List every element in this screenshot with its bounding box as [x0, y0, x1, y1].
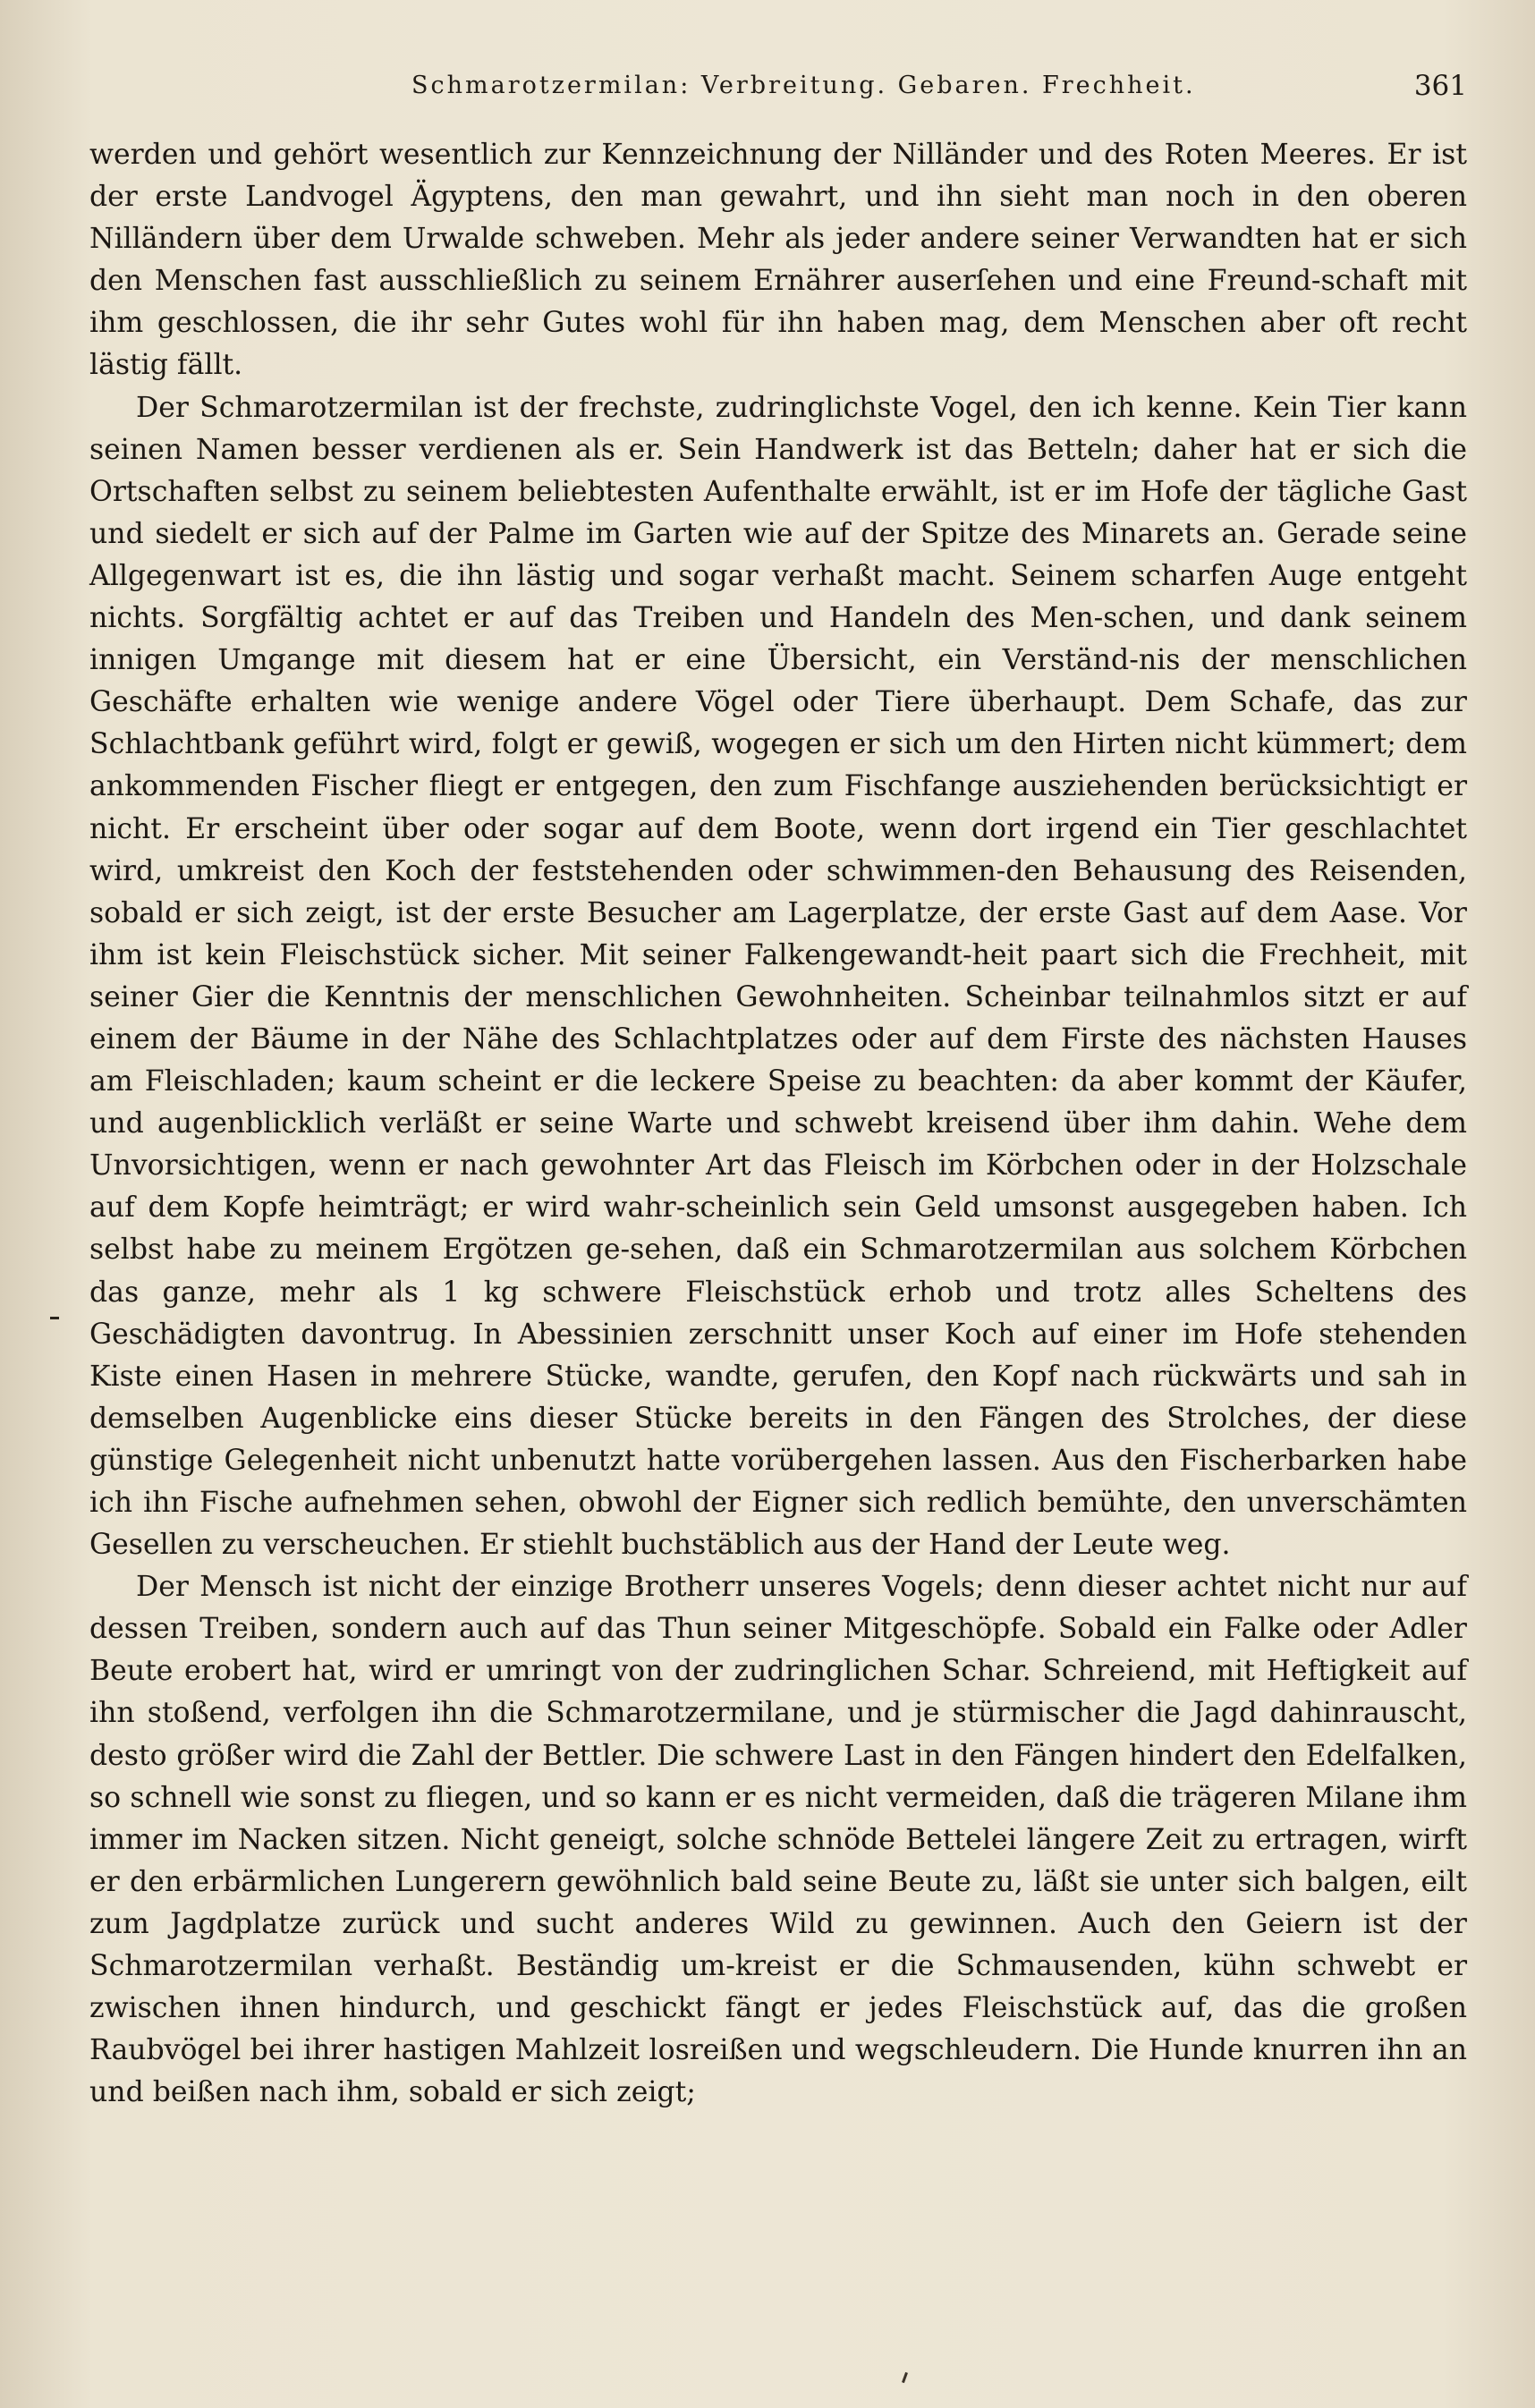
margin-mark [50, 1317, 59, 1319]
paragraph-frechheit: Der Schmarotzermilan ist der frechste, zudringlichste Vogel, den ich kenne. Kein Tier kann seinen Namen besser verdienen als er. Sein Handwerk ist das Betteln; daher hat er sich die Ortschaften selbst zu seinem beliebtesten Aufenthalte erwählt, ist er im Hofe der tägliche Gast und siedelt er sich auf der Palme im Garten wie auf der Spitze des Minarets an. Gerade seine Allgegenwart ist es, die ihn lästig und sogar verhaßt macht. Seinem scharfen Auge entgeht nichts. Sorgfältig achtet er auf das Treiben und Handeln des Men-schen, und dank seinem innigen Umgange mit diesem hat er eine Übersicht, ein Verständ-nis der menschlichen Geschäfte erhalten wie wenige andere Vögel oder Tiere überhaupt. Dem Schafe, das zur Schlachtbank geführt wird, folgt er gewiß, wogegen er sich um den Hirten nicht kümmert; dem ankommenden Fischer fliegt er entgegen, den zum Fischfange ausziehenden berücksichtigt er nicht. Er erscheint über oder sogar auf dem Boote, wenn dort irgend ein Tier geschlachtet wird, umkreist den Koch der feststehenden oder schwimmen-den Behausung des Reisenden, sobald er sich zeigt, ist der erste Besucher am Lagerplatze, der erste Gast auf dem Aase. Vor ihm ist kein Fleischstück sicher. Mit seiner Falkengewandt-heit paart sich die Frechheit, mit seiner Gier die Kenntnis der menschlichen Gewohnheiten. Scheinbar teilnahmlos sitzt er auf einem der Bäume in der Nähe des Schlachtplatzes oder auf dem Firste des nächsten Hauses am Fleischladen; kaum scheint er die leckere Speise zu beachten: da aber kommt der Käufer, und augenblicklich verläßt er seine Warte und schwebt kreisend über ihm dahin. Wehe dem Unvorsichtigen, wenn er nach gewohnter Art das Fleisch im Körbchen oder in der Holzschale auf dem Kopfe heimträgt; er wird wahr-scheinlich sein Geld umsonst ausgegeben haben. Ich selbst habe zu meinem Ergötzen ge-sehen, daß ein Schmarotzermilan aus solchem Körbchen das ganze, mehr als 1 kg schwere Fleischstück erhob und trotz alles Scheltens des Geschädigten davontrug. In Abessinien zerschnitt unser Koch auf einer im Hofe stehenden Kiste einen Hasen in mehrere Stücke, wandte, gerufen, den Kopf nach rückwärts und sah in demselben Augenblicke eins dieser Stücke bereits in den Fängen des Strolches, der diese günstige Gelegenheit nicht unbenutzt hatte vorübergehen lassen. Aus den Fischerbarken habe ich ihn Fische aufnehmen sehen, obwohl der Eigner sich redlich bemühte, den unverschämten Gesellen zu verscheuchen. Er stiehlt buchstäblich aus der Hand der Leute weg. [89, 391, 1467, 1562]
body-text [89, 134, 1467, 2114]
running-head: Schmarotzermilan: Verbreitung. Gebaren. Frechheit. [411, 72, 1196, 99]
page-header [89, 66, 1467, 113]
paragraph-continuation: werden und gehört wesentlich zur Kennzeichnung der Nilländer und des Roten Meeres. Er ist der erste Landvogel Ägyptens, den man gewahrt, und ihn sieht man noch in den oberen Nilländern über dem Urwalde schweben. Mehr als jeder andere seiner Verwandten hat er sich den Menschen fast ausschließlich zu seinem Ernährer auserſehen und eine Freund-schaft mit ihm geschlossen, die ihr sehr Gutes wohl für ihn haben mag, dem Menschen aber oft recht lästig fällt. [89, 139, 1467, 382]
print-speck [902, 2372, 908, 2383]
paragraph-brotherr: Der Mensch ist nicht der einzige Brotherr unseres Vogels; denn dieser achtet nicht nur auf dessen Treiben, sondern auch auf das Thun seiner Mitgeschöpfe. Sobald ein Falke oder Adler Beute erobert hat, wird er umringt von der zudringlichen Schar. Schreiend, mit Heftigkeit auf ihn stoßend, verfolgen ihn die Schmarotzermilane, und je stürmischer die Jagd dahinrauscht, desto größer wird die Zahl der Bettler. Die schwere Last in den Fängen hindert den Edelfalken, so schnell wie sonst zu fliegen, und so kann er es nicht vermeiden, daß die trägeren Milane ihm immer im Nacken sitzen. Nicht geneigt, solche schnöde Bettelei längere Zeit zu ertragen, wirft er den erbärmlichen Lungerern gewöhnlich bald seine Beute zu, läßt sie unter sich balgen, eilt zum Jagdplatze zurück und sucht anderes Wild zu gewinnen. Auch den Geiern ist der Schmarotzermilan verhaßt. Beständig um-kreist er die Schmausenden, kühn schwebt er zwischen ihnen hindurch, und geschickt fängt er jedes Fleischstück auf, das die großen Raubvögel bei ihrer hastigen Mahlzeit losreißen und wegschleudern. Die Hunde knurren ihn an und beißen nach ihm, sobald er sich zeigt; [89, 1571, 1467, 2109]
page-number: 361 [1413, 70, 1467, 102]
